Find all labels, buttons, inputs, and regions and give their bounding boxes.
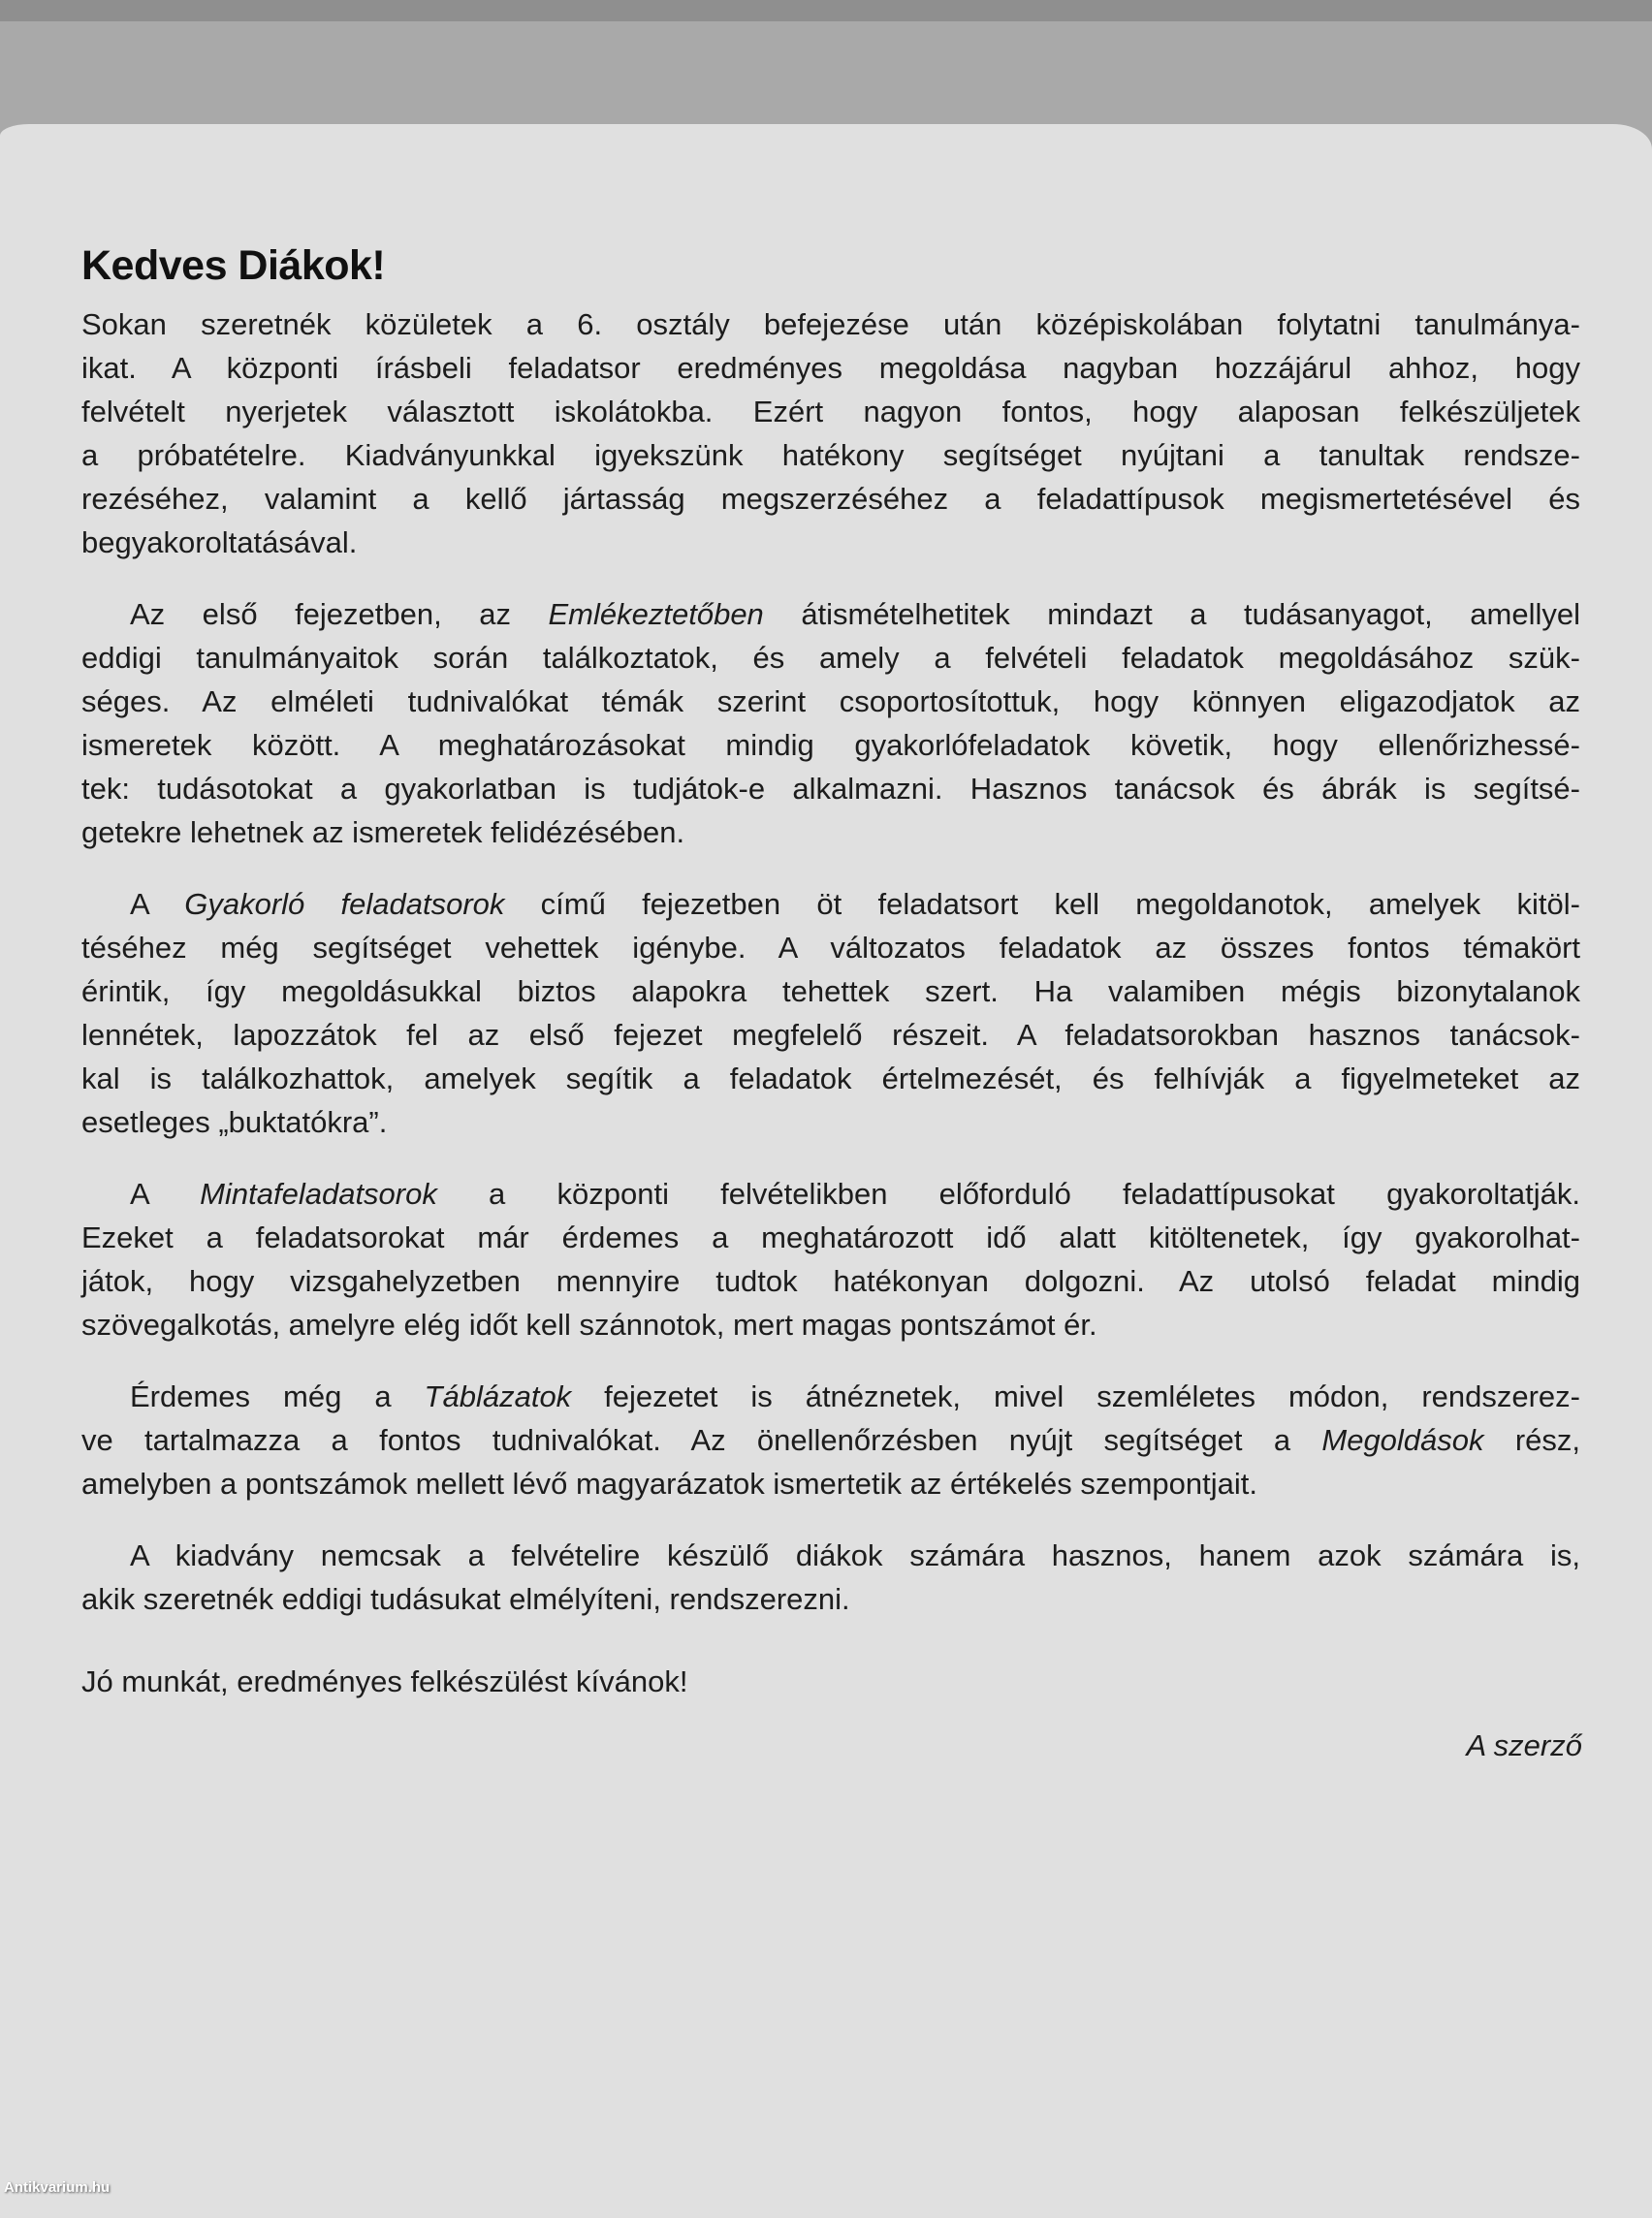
text-segment: Sokan szeretnék közületek a 6. osztály befejezése után középiskolában folytatni tanulmánya- <box>81 307 1580 341</box>
text-segment: Ezeket a feladatsorokat már érdemes a meghatározott idő alatt kitöltenetek, így gyakorolhat- <box>81 1220 1580 1254</box>
text-line <box>81 1418 1580 1462</box>
text-line <box>81 1534 1580 1577</box>
paragraph <box>81 1534 1580 1621</box>
text-segment: getekre lehetnek az ismeretek felidézésében. <box>81 815 685 849</box>
text-segment: érintik, így megoldásukkal biztos alapokra tehettek szert. Ha valamiben mégis bizonytalanok <box>81 974 1580 1008</box>
text-segment: akik szeretnék eddigi tudásukat elmélyíteni, rendszerezni. <box>81 1582 850 1616</box>
text-segment: lennétek, lapozzátok fel az első fejezet megfelelő részeit. A feladatsorokban hasznos tanácsok- <box>81 1018 1580 1052</box>
paragraph <box>81 882 1580 1144</box>
text-line <box>81 810 1580 854</box>
text-segment: fejezetet is átnéznetek, mivel szemléletes módon, rendszerez- <box>571 1379 1581 1413</box>
text-line <box>81 302 1580 346</box>
text-line <box>81 1216 1580 1259</box>
text-line <box>81 636 1580 680</box>
text-segment: séges. Az elméleti tudnivalókat témák szerint csoportosítottuk, hogy könnyen eligazodjatok az <box>81 684 1580 718</box>
text-line <box>81 1375 1580 1418</box>
text-segment: begyakoroltatásával. <box>81 525 358 559</box>
paragraph <box>81 302 1580 564</box>
text-segment: a próbatételre. Kiadványunkkal igyekszünk hatékony segítséget nyújtani a tanultak rendsze- <box>81 438 1580 472</box>
text-line <box>81 477 1580 521</box>
text-segment: rezéséhez, valamint a kellő jártasság megszerzéséhez a feladattípusok megismertetésével és <box>81 482 1580 516</box>
text-line <box>81 1577 1580 1621</box>
italic-title-text: Gyakorló feladatsorok <box>184 887 505 921</box>
text-segment: A kiadvány nemcsak a felvételire készülő diákok számára hasznos, hanem azok számára is, <box>130 1538 1580 1572</box>
text-line <box>81 346 1580 390</box>
signature: A szerző <box>1466 1728 1582 1762</box>
text-segment: tek: tudásotokat a gyakorlatban is tudjátok-e alkalmazni. Hasznos tanácsok és ábrák is segítsé- <box>81 772 1580 806</box>
text-line <box>81 1462 1580 1505</box>
italic-title-text: Mintafeladatsorok <box>200 1177 437 1211</box>
text-segment: A <box>130 1177 201 1211</box>
text-line <box>81 723 1580 767</box>
text-segment: A <box>130 887 185 921</box>
text-segment: esetleges „buktatókra”. <box>81 1105 388 1139</box>
text-line <box>81 1013 1580 1057</box>
text-line <box>81 969 1580 1013</box>
body-text <box>81 302 1580 1649</box>
italic-title-text: Táblázatok <box>424 1379 572 1413</box>
text-line <box>81 1172 1580 1216</box>
text-line <box>81 521 1580 564</box>
background-surface <box>0 0 1652 21</box>
text-segment: rész, <box>1483 1423 1580 1457</box>
text-line <box>81 926 1580 969</box>
text-segment: Az első fejezetben, az <box>130 597 549 631</box>
text-segment: ve tartalmazza a fontos tudnivalókat. Az önellenőrzésben nyújt segítséget a <box>81 1423 1322 1457</box>
text-segment: átismételhetitek mindazt a tudásanyagot, amellyel <box>763 597 1580 631</box>
text-segment: kal is találkozhattok, amelyek segítik a feladatok értelmezését, és felhívják a figyelmeteket az <box>81 1061 1580 1095</box>
text-segment: szövegalkotás, amelyre elég időt kell szánnotok, mert magas pontszámot ér. <box>81 1308 1097 1342</box>
italic-title-text: Emlékeztetőben <box>548 597 764 631</box>
watermark: Antikvarium.hu <box>4 2179 111 2196</box>
text-segment: ismeretek között. A meghatározásokat mindig gyakorlófeladatok követik, hogy ellenőrizhessé- <box>81 728 1580 762</box>
text-segment: a központi felvételikben előforduló feladattípusokat gyakoroltatják. <box>436 1177 1580 1211</box>
text-line <box>81 390 1580 433</box>
closing-line: Jó munkát, eredményes felkészülést kívánok! <box>81 1664 688 1698</box>
text-line <box>81 433 1580 477</box>
text-segment: című fejezetben öt feladatsort kell megoldanotok, amelyek kitöl- <box>504 887 1580 921</box>
text-segment: amelyben a pontszámok mellett lévő magyarázatok ismertetik az értékelés szempontjait. <box>81 1467 1257 1501</box>
text-segment: felvételt nyerjetek választott iskolátokba. Ezért nagyon fontos, hogy alaposan felkészüljetek <box>81 395 1580 428</box>
text-segment: téséhez még segítséget vehettek igénybe. A változatos feladatok az összes fontos témakört <box>81 931 1580 965</box>
text-segment: eddigi tanulmányaitok során találkoztatok, és amely a felvételi feladatok megoldásához szük- <box>81 641 1580 675</box>
text-line <box>81 882 1580 926</box>
page-title: Kedves Diákok! <box>81 242 386 289</box>
text-line <box>81 1057 1580 1100</box>
text-line <box>81 1259 1580 1303</box>
italic-title-text: Megoldások <box>1321 1423 1484 1457</box>
text-line <box>81 680 1580 723</box>
text-line <box>81 1100 1580 1144</box>
text-line <box>81 592 1580 636</box>
paragraph <box>81 592 1580 854</box>
text-line <box>81 767 1580 810</box>
paragraph <box>81 1172 1580 1347</box>
text-segment: ikat. A központi írásbeli feladatsor eredményes megoldása nagyban hozzájárul ahhoz, hogy <box>81 351 1580 385</box>
paragraph <box>81 1375 1580 1505</box>
text-segment: játok, hogy vizsgahelyzetben mennyire tudtok hatékonyan dolgozni. Az utolsó feladat mindig <box>81 1264 1580 1298</box>
text-segment: Érdemes még a <box>130 1379 425 1413</box>
text-line <box>81 1303 1580 1347</box>
